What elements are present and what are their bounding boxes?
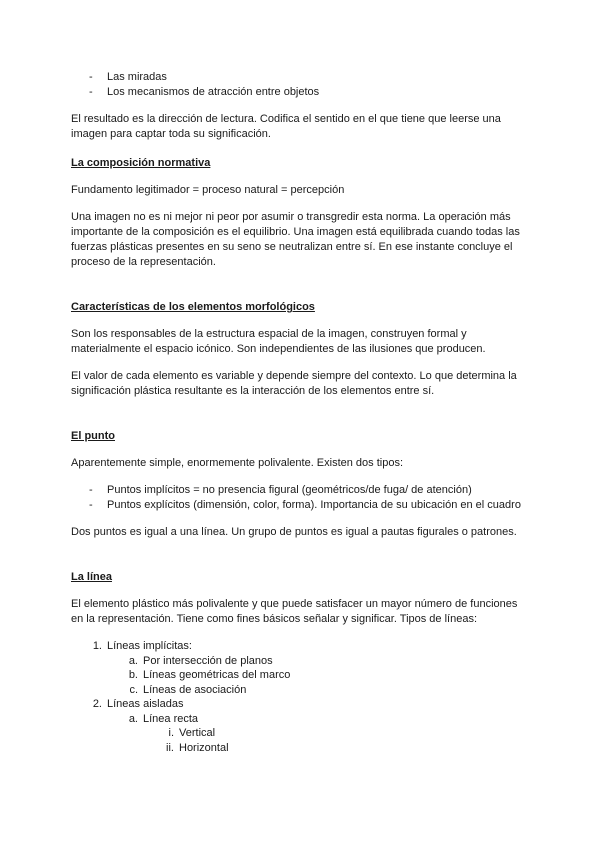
bullet-text: Puntos explícitos (dimensión, color, forma). Importancia de su ubicación en el cuadro [107,499,521,511]
punto-closing: Dos puntos es igual a una línea. Un grupo de puntos es igual a pautas figurales o patrones. [71,526,517,538]
list-item [71,697,531,712]
list-item [71,712,531,727]
list-item [71,668,531,683]
list-marker: c. [129,683,138,696]
bullet-text: Los mecanismos de atracción entre objetos [107,86,320,98]
bullet-dash: - [89,71,93,83]
bullet-item [71,85,531,100]
list-marker: b. [128,669,138,681]
bullet-item [71,498,531,513]
list-marker: 2. [92,698,102,710]
list-marker: a. [128,654,138,667]
bullet-dash: - [89,86,93,98]
formula-text: Fundamento legitimador = proceso natural = percepción [71,184,345,196]
list-item [71,726,531,741]
list-text: Horizontal [179,741,229,754]
bullet-text: Las miradas [107,71,167,83]
line-types-list [71,639,531,755]
list-text: Líneas geométricas del marco [143,669,291,681]
heading-punto: El punto [71,430,115,442]
caracteristicas-paragraph-2: El valor de cada elemento es variable y depende siempre del contexto. Lo que determina la significación plástica resultante es la interacción de los elementos entre sí. [71,370,517,397]
linea-paragraph: El elemento plástico más polivalente y que puede satisfacer un mayor número de funciones en la representación. Tiene como fines básicos señalar y significar. Tipos de líneas: [71,598,518,625]
heading-caracteristicas: Características de los elementos morfológicos [71,301,315,313]
list-text: Líneas aisladas [107,698,184,710]
list-marker: a. [128,712,138,725]
intro-paragraph: El resultado es la dirección de lectura. Codifica el sentido en el que tiene que leerse una imagen para captar toda su significación. [71,113,501,140]
composicion-paragraph: Una imagen no es ni mejor ni peor por asumir o transgredir esta norma. La operación más importante de la composición es el equilibrio. Una imagen está equilibrada cuando todas las fuerzas plásticas presentes en su seno se neutralizan entre sí. En ese instante concluye el proceso de la representación. [71,211,520,268]
bullet-item [71,483,531,498]
list-item [71,654,531,669]
list-marker: i. [168,727,174,739]
list-item [71,639,531,654]
caracteristicas-paragraph-1: Son los responsables de la estructura espacial de la imagen, construyen formal y materialmente el espacio icónico. Son independientes de las ilusiones que producen. [71,328,486,355]
list-item [71,683,531,698]
bullet-dash: - [89,499,93,511]
heading-linea: La línea [71,571,112,583]
document-page [71,70,531,755]
list-text: Vertical [179,727,216,739]
list-item [71,741,531,756]
list-marker: ii. [166,741,174,754]
bullet-dash: - [89,484,93,496]
heading-composicion: La composición normativa [71,157,211,169]
list-text: Línea recta [143,712,199,725]
list-marker: 1. [92,640,102,652]
list-text: Por intersección de planos [143,654,273,667]
list-text: Líneas de asociación [143,683,247,696]
bullet-item [71,70,531,85]
list-text: Líneas implícitas: [107,640,192,652]
bullet-text: Puntos implícitos = no presencia figural (geométricos/de fuga/ de atención) [107,484,472,496]
punto-intro: Aparentemente simple, enormemente polivalente. Existen dos tipos: [71,457,404,469]
